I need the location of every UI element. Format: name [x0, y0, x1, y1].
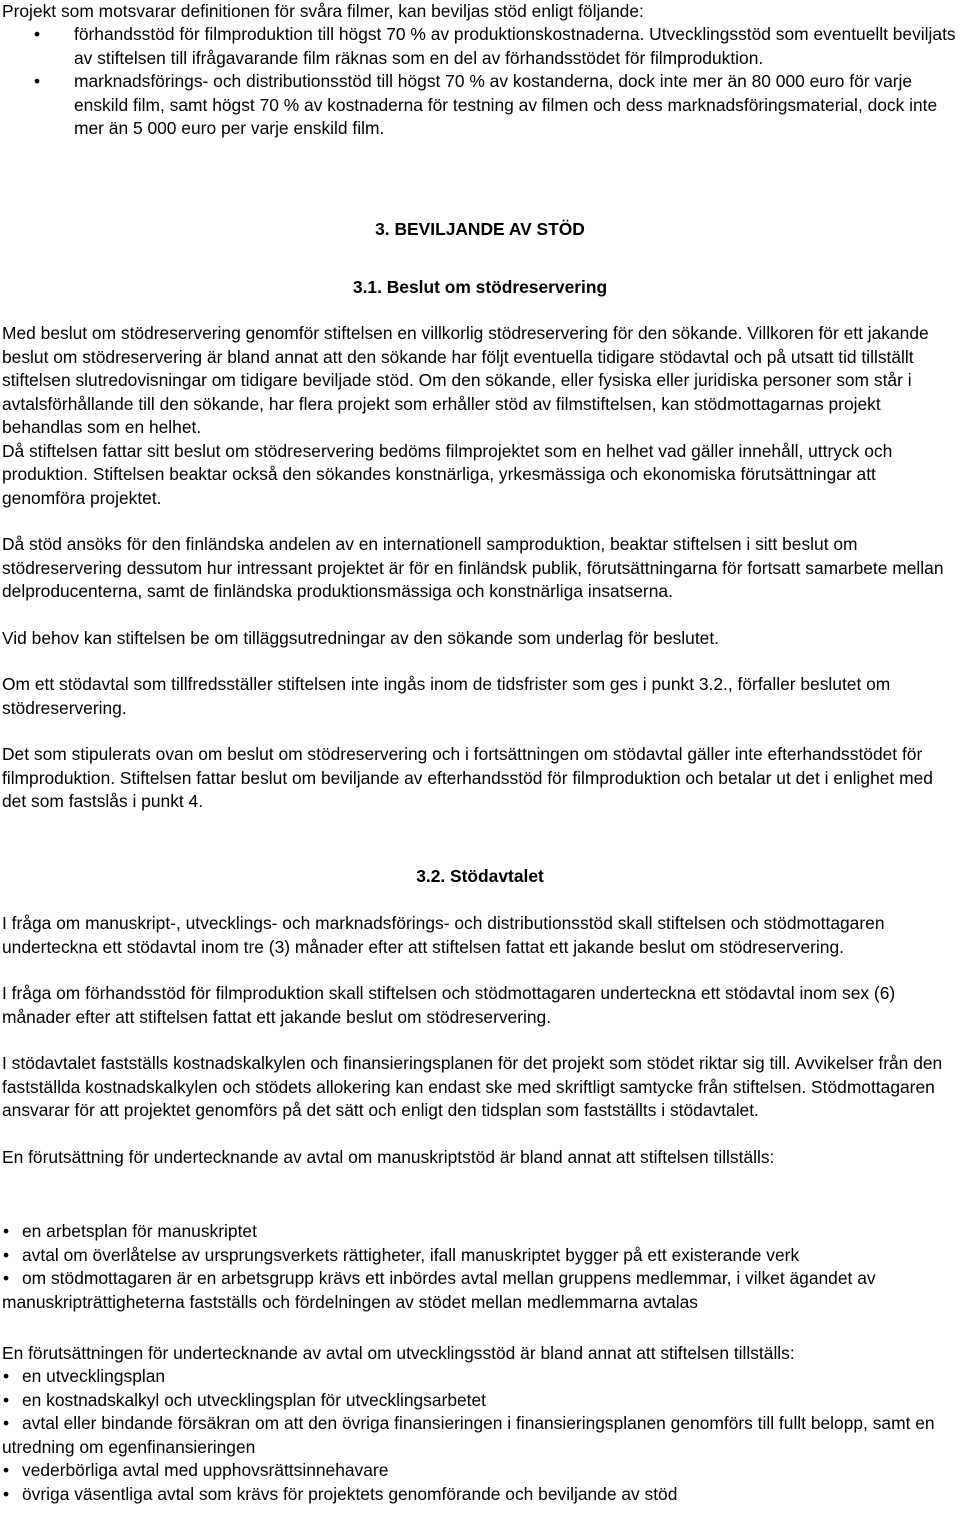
- list-item: • förhandsstöd för filmproduktion till högst 70 % av produktionskostnaderna. Utvecklingsstöd som eventuellt beviljats av stiftelsen till ifrågavarande film räknas som en del av förhandsstödet för filmproduktion.: [2, 23, 958, 70]
- list-item: • avtal om överlåtelse av ursprungsverkets rättigheter, ifall manuskriptet bygger på ett existerande verk: [2, 1244, 958, 1268]
- section-heading: 3. BEVILJANDE AV STÖD: [375, 219, 585, 239]
- paragraph: Vid behov kan stiftelsen be om tilläggsutredningar av den sökande som underlag för beslutet.: [2, 627, 720, 648]
- list-item: • övriga väsentliga avtal som krävs för projektets genomförande och beviljande av stöd: [2, 1483, 958, 1507]
- subsection-heading: 3.1. Beslut om stödreservering: [352, 277, 608, 297]
- intro-text: Projekt som motsvarar definitionen för svåra filmer, kan beviljas stöd enligt följande:: [2, 1, 644, 21]
- paragraph: En förutsättning för undertecknande av avtal om manuskriptstöd är bland annat att stiftelsen tillställs:: [2, 1146, 775, 1167]
- development-requirements-list: [2, 1365, 958, 1506]
- section-3-2-body: [2, 912, 958, 1169]
- subsection-heading: 3.2. Stödavtalet: [416, 866, 544, 886]
- list-item: • en arbetsplan för manuskriptet: [2, 1220, 958, 1244]
- list-item: • om stödmottagaren är en arbetsgrupp krävs ett inbördes avtal mellan gruppens medlemmar, i vilket ägandet av manuskripträttigheterna fastställs och fördelningen av stödet mellan medlemmarna avtalas: [2, 1267, 958, 1314]
- list-item: • en utvecklingsplan: [2, 1365, 958, 1389]
- paragraph: I fråga om förhandsstöd för filmproduktion skall stiftelsen och stödmottagaren underteckna ett stödavtal inom sex (6) månader efter att stiftelsen fattat ett jakande beslut om stödreservering.: [2, 983, 896, 1027]
- manuscript-requirements-list: [2, 1220, 958, 1314]
- paragraph: Om ett stödavtal som tillfredsställer stiftelsen inte ingås inom de tidsfrister som ges i punkt 3.2., förfaller beslutet om stödreservering.: [2, 674, 891, 718]
- paragraph: I fråga om manuskript-, utvecklings- och marknadsförings- och distributionsstöd skall stiftelsen och stödmottagaren underteckna ett stödavtal inom tre (3) månader efter att stiftelsen fattat ett jakande beslut om stödreservering.: [2, 913, 885, 957]
- paragraph: En förutsättningen för undertecknande av avtal om utvecklingsstöd är bland annat att stiftelsen tillställs:: [2, 1343, 795, 1363]
- list-item: • vederbörliga avtal med upphovsrättsinnehavare: [2, 1459, 958, 1483]
- list-item: • en kostnadskalkyl och utvecklingsplan för utvecklingsarbetet: [2, 1389, 958, 1413]
- list-item: • avtal eller bindande försäkran om att den övriga finansieringen i finansieringsplanen genomförs till fullt belopp, samt en utredning om egenfinansieringen: [2, 1412, 958, 1459]
- paragraph: Då stiftelsen fattar sitt beslut om stödreservering bedöms filmprojektet som en helhet vad gäller innehåll, uttryck och produktion. Stiftelsen beaktar också den sökandes konstnärliga, yrkesmässiga och ekonomiska förutsättningar att genomföra projektet.: [2, 440, 893, 508]
- paragraph: Det som stipulerats ovan om beslut om stödreservering och i fortsättningen om stödavtal gäller inte efterhandsstödet för filmproduktion. Stiftelsen fattar beslut om beviljande av efterhandsstöd för filmproduktion och betalar ut det i enlighet med det som fastslås i punkt 4.: [2, 744, 933, 811]
- paragraph: Då stöd ansöks för den finländska andelen av en internationell samproduktion, beaktar stiftelsen i sitt beslut om stödreservering dessutom hur intressant projektet är för en finländsk publik, förutsättningarna för fortsatt samarbete mellan delproducenterna, samt de finländska produktionsmässiga och konstnärliga insatserna.: [2, 534, 944, 601]
- paragraph: Med beslut om stödreservering genomför stiftelsen en villkorlig stödreservering för den sökande. Villkoren för ett jakande beslut om stödreservering är bland annat att den sökande har följt eventuella tidigare stödavtal och på utsatt tid tillställt stiftelsen slutredovisningar om tidigare beviljade stöd. Om den sökande, eller fysiska eller juridiska personer som står i avtalsförhållande till den sökande, har flera projekt som erhåller stöd av filmstiftelsen, kan stödmottagarnas projekt behandlas som en helhet.: [2, 323, 929, 437]
- support-type-list: [2, 23, 958, 141]
- paragraph: I stödavtalet fastställs kostnadskalkylen och finansieringsplanen för det projekt som stödet riktar sig till. Avvikelser från den fastställda kostnadskalkylen och stödets allokering kan endast ske med skriftligt samtycke från stiftelsen. Stödmottagaren ansvarar för att projektet genomförs på det sätt och enligt den tidsplan som fastställts i stödavtalet.: [2, 1053, 943, 1120]
- list-item: • marknadsförings- och distributionsstöd till högst 70 % av kostanderna, dock inte mer än 80 000 euro för varje enskild film, samt högst 70 % av kostnaderna för testning av filmen och dess marknadsföringsmaterial, dock inte mer än 5 000 euro per varje enskild film.: [2, 70, 958, 141]
- section-3-1-body: [2, 322, 958, 814]
